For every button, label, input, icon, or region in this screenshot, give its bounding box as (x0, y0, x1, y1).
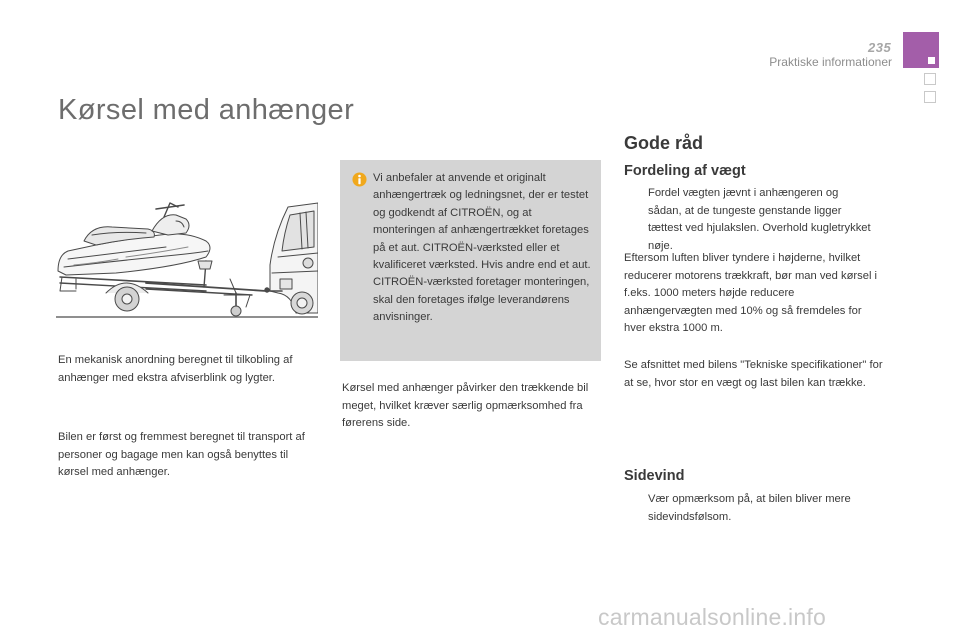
chapter-tab-empty (924, 91, 936, 103)
tips-heading: Gode råd (624, 133, 704, 153)
usage-paragraph: Bilen er først og fremmest beregnet til transport af personer og bagage men kan også benyttes til kørsel med anhænger. (58, 431, 305, 478)
chapter-tab-marker (928, 57, 935, 64)
page-number: 235 (868, 40, 892, 55)
chapter-tab-empty (924, 73, 936, 85)
crosswind-bullet (624, 491, 874, 526)
driving-effect-paragraph: Kørsel med anhænger påvirker den trækkende bil meget, hvilket kræver særlig opmærksomhed fra førerens side. (342, 382, 589, 429)
watermark: carmanualsonline.info (598, 604, 826, 630)
crosswind-bullet-text: Vær opmærksom på, at bilen bliver mere sidevindsfølsom. (648, 493, 851, 523)
weight-bullet-text: Fordel vægten jævnt i anhængeren og sådan, at de tungeste genstande ligger tættest ved hjulakslen. Overhold kugletrykket nøje. (648, 187, 871, 252)
section-label: Praktiske informationer (769, 55, 892, 69)
intro-paragraph: En mekanisk anordning beregnet til tilkobling af anhænger med ekstra afviserblink og lygter. (58, 354, 293, 384)
specs-reference-paragraph: Se afsnittet med bilens "Tekniske specifikationer" for at se, hvor stor en vægt og last bilen kan trække. (624, 359, 883, 389)
info-icon (352, 172, 367, 187)
trailer-illustration (56, 195, 318, 325)
altitude-paragraph: Eftersom luften bliver tyndere i højderne, hvilket reducerer motorens trækkraft, bør man ved kørsel i f.eks. 1000 meters højde reducere anhængervægten med 10% og så fremdeles for hver ekstra 1000 m. (624, 252, 878, 334)
chapter-tab (903, 32, 939, 68)
info-box (340, 160, 601, 361)
info-text: Vi anbefaler at anvende et originalt anhængertræk og ledningsnet, der er testet og godkendt af CITROËN, og at monteringen af anhængertrækket foretages på et aut. CITROËN-værksted eller et kvalificeret værksted. Hvis andre end et aut. CITROËN-værksted foretager monteringen, skal den foretages ifølge leverandørens anvisninger. (373, 172, 591, 324)
weight-distribution-heading: Fordeling af vægt (624, 163, 746, 179)
page-title: Kørsel med anhænger (58, 94, 355, 126)
crosswind-heading: Sidevind (624, 468, 685, 484)
weight-bullet (624, 185, 874, 255)
